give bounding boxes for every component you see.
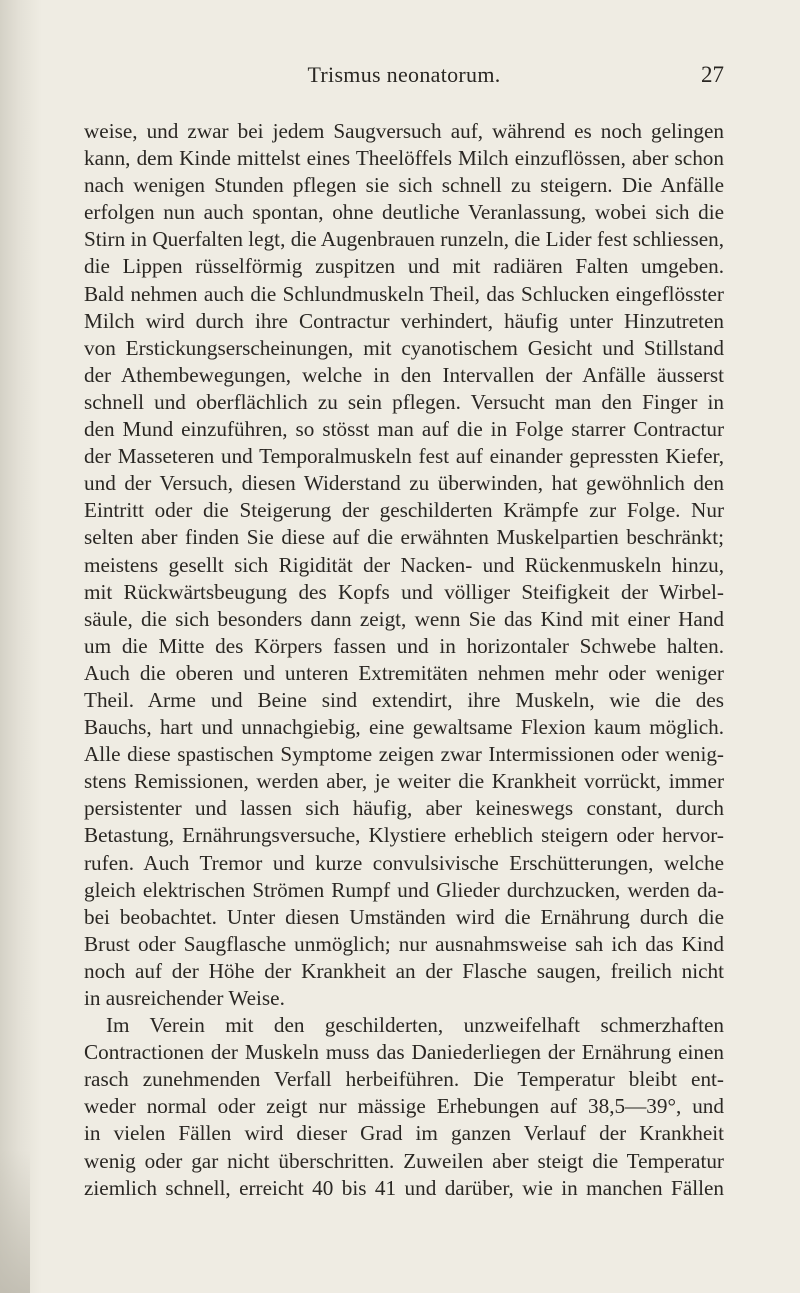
text-line: rasch zunehmenden Verfall herbeiführen. Die Temperatur bleibt ent-	[84, 1067, 724, 1092]
text-line: noch auf der Höhe der Krankheit an der Flasche saugen, freilich nicht	[84, 958, 724, 983]
text-line: weise, und zwar bei jedem Saugversuch auf, während es noch gelingen	[84, 119, 724, 143]
text-line: Bald nehmen auch die Schlundmuskeln Theil, das Schlucken eingeflösster	[84, 281, 724, 306]
running-title: Trismus neonatorum.	[307, 62, 501, 87]
text-line: Eintritt oder die Steigerung der geschilderten Krämpfe zur Folge. Nur	[84, 498, 724, 523]
text-line: rufen. Auch Tremor und kurze convulsivische Erschütterungen, welche	[84, 850, 724, 875]
text-line: erfolgen nun auch spontan, ohne deutliche Veranlassung, wobei sich die	[84, 200, 724, 225]
text-line: in vielen Fällen wird dieser Grad im ganzen Verlauf der Krankheit	[84, 1121, 724, 1146]
body-text	[84, 118, 724, 1202]
text-line: selten aber finden Sie diese auf die erwähnten Muskelpartien beschränkt;	[84, 525, 724, 550]
text-line: um die Mitte des Körpers fassen und in horizontaler Schwebe halten.	[84, 633, 724, 658]
paragraph-start-line: Im Verein mit den geschilderten, unzweifelhaft schmerzhaften	[106, 1013, 724, 1038]
text-line: von Erstickungserscheinungen, mit cyanotischem Gesicht und Stillstand	[84, 335, 724, 360]
text-line: und der Versuch, diesen Widerstand zu überwinden, hat gewöhnlich den	[84, 471, 724, 496]
page-number: 27	[701, 62, 724, 87]
text-line: Betastung, Ernährungsversuche, Klystiere erheblich steigern oder hervor-	[84, 823, 724, 848]
text-line: gleich elektrischen Strömen Rumpf und Glieder durchzucken, werden da-	[84, 877, 724, 902]
text-line: ziemlich schnell, erreicht 40 bis 41 und darüber, wie in manchen Fällen	[84, 1175, 724, 1200]
page-corner-shadow	[0, 1150, 30, 1293]
text-line: der Masseteren und Temporalmuskeln fest auf einander gepressten Kiefer,	[84, 444, 724, 469]
text-line: den Mund einzuführen, so stösst man auf die in Folge starrer Contractur	[84, 417, 724, 442]
text-line: persistenter und lassen sich häufig, aber keineswegs constant, durch	[84, 796, 724, 821]
text-line: Theil. Arme und Beine sind extendirt, ihre Muskeln, wie die des	[84, 687, 724, 712]
page-header	[84, 62, 724, 92]
text-line: mit Rückwärtsbeugung des Kopfs und völliger Steifigkeit der Wirbel-	[84, 579, 724, 604]
text-line: schnell und oberflächlich zu sein pflegen. Versucht man den Finger in	[84, 389, 724, 414]
text-line: säule, die sich besonders dann zeigt, wenn Sie das Kind mit einer Hand	[84, 606, 724, 631]
text-line: bei beobachtet. Unter diesen Umständen wird die Ernährung durch die	[84, 904, 724, 929]
text-line: Auch die oberen und unteren Extremitäten nehmen mehr oder weniger	[84, 660, 724, 685]
text-line: Alle diese spastischen Symptome zeigen zwar Intermissionen oder wenig-	[84, 742, 724, 767]
text-line: kann, dem Kinde mittelst eines Theelöffels Milch einzuflössen, aber schon	[84, 146, 724, 171]
text-line: die Lippen rüsselförmig zuspitzen und mit radiären Falten umgeben.	[84, 254, 724, 279]
text-line: Bauchs, hart und unnachgiebig, eine gewaltsame Flexion kaum möglich.	[84, 715, 724, 740]
text-line: der Athembewegungen, welche in den Intervallen der Anfälle äusserst	[84, 362, 724, 387]
page-gutter-shadow	[0, 0, 42, 1293]
paragraph-end-line: in ausreichender Weise.	[84, 986, 285, 1010]
text-line: weder normal oder zeigt nur mässige Erhebungen auf 38,5—39°, und	[84, 1094, 724, 1119]
text-line: wenig oder gar nicht überschritten. Zuweilen aber steigt die Temperatur	[84, 1148, 724, 1173]
text-line: Milch wird durch ihre Contractur verhindert, häufig unter Hinzutreten	[84, 308, 724, 333]
text-line: Stirn in Querfalten legt, die Augenbrauen runzeln, die Lider fest schliessen,	[84, 227, 724, 252]
text-line: meistens gesellt sich Rigidität der Nacken- und Rückenmuskeln hinzu,	[84, 552, 724, 577]
text-line: Contractionen der Muskeln muss das Daniederliegen der Ernährung einen	[84, 1040, 724, 1065]
text-line: stens Remissionen, werden aber, je weiter die Krankheit vorrückt, immer	[84, 769, 724, 794]
text-line: Brust oder Saugflasche unmöglich; nur ausnahmsweise sah ich das Kind	[84, 931, 724, 956]
text-line: nach wenigen Stunden pflegen sie sich schnell zu steigern. Die Anfälle	[84, 173, 724, 198]
